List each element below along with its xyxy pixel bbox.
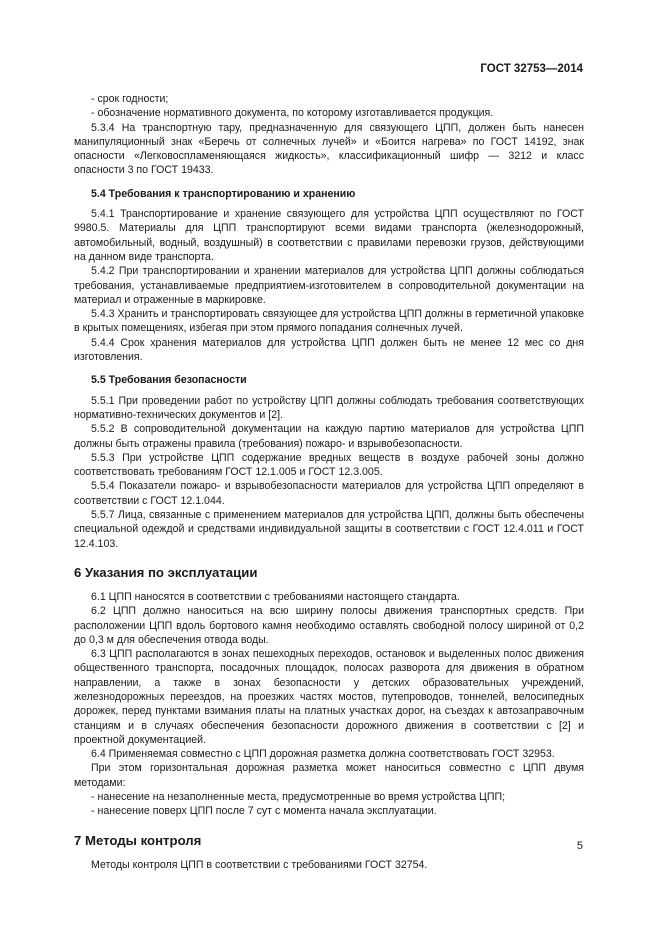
section-heading-7: 7 Методы контроля — [74, 832, 202, 848]
paragraph: 6.4 Применяемая совместно с ЦПП дорожная разметка должна соответствовать ГОСТ 32953. — [91, 748, 555, 761]
section-heading-5-5: 5.5 Требования безопасности — [91, 374, 247, 387]
paragraph: 6.3 ЦПП располагаются в зонах пешеходных переходов, остановок и выделенных полос движения общественного транспорта, посадочных площадок, полосах разворота для движения в обратном направлении, а также в зонах безопасности у детских образовательных учреждений, железнодорожных переездов, на проезжих частях мостов, путепроводов, тоннелей, велосипедных дорожек, перед пунктами взимания платы на платных участках дорог, на съездах к автозаправочным станциям и в случаях обеспечения безопасности дорожного движения в соответствии с [2] и проектной документацией. — [74, 648, 584, 746]
paragraph: 5.5.4 Показатели пожаро- и взрывобезопасности материалов для устройства ЦПП определяют в соответствии с ГОСТ 12.1.044. — [74, 480, 584, 507]
paragraph: 5.4.3 Хранить и транспортировать связующее для устройства ЦПП должны в герметичной упаковке в крытых помещениях, избегая при этом прямого попадания солнечных лучей. — [74, 308, 584, 335]
paragraph: При этом горизонтальная дорожная разметка может наноситься совместно с ЦПП двумя методами: — [74, 762, 584, 789]
paragraph: 5.5.2 В сопроводительной документации на каждую партию материалов для устройства ЦПП должны быть отражены правила (требования) пожаро- и взрывобезопасности. — [74, 423, 584, 450]
paragraph: 5.4.1 Транспортирование и хранение связующего для устройства ЦПП осуществляют по ГОСТ 9980.5. Материалы для ЦПП транспортируют всеми видами транспорта (железнодорожный, автомобильный, водный, воздушный) в соответствии с правилами перевозки грузов, действующими на данном виде транспорта. — [74, 208, 584, 263]
paragraph: - нанесение на незаполненные места, предусмотренные во время устройства ЦПП; — [91, 791, 506, 804]
paragraph: - нанесение поверх ЦПП после 7 сут с момента начала эксплуатации. — [91, 805, 437, 818]
section-heading-5-4: 5.4 Требования к транспортированию и хранению — [91, 187, 356, 200]
document-code-header: ГОСТ 32753—2014 — [480, 63, 583, 75]
paragraph: 5.5.1 При проведении работ по устройству ЦПП должны соблюдать требования соответствующих нормативно-технических документов и [2]. — [74, 394, 584, 421]
paragraph: 6.2 ЦПП должно наноситься на всю ширину полосы движения транспортных средств. При расположении ЦПП вдоль бортового камня необходимо оставлять свободной полосу шириной от 0,2 до 0,3 м для обеспечения отвода воды. — [74, 605, 584, 646]
section-heading-6: 6 Указания по эксплуатации — [74, 564, 258, 580]
page-number: 5 — [576, 840, 583, 852]
paragraph: 6.1 ЦПП наносятся в соответствии с требованиями настоящего стандарта. — [91, 590, 460, 603]
paragraph: 5.4.4 Срок хранения материалов для устройства ЦПП должен быть не менее 12 мес со дня изготовления. — [74, 336, 584, 364]
paragraph: 5.4.2 При транспортировании и хранении материалов для устройства ЦПП должны соблюдаться требования, устанавливаемые предприятием-изготовителем в сопроводительной документации на материал и отраженные в маркировке. — [74, 265, 584, 306]
paragraph: 5.3.4 На транспортную тару, предназначенную для связующего ЦПП, должен быть нанесен манипуляционный знак «Беречь от солнечных лучей» и «Боится нагрева» по ГОСТ 14192, знак опасности «Легковоспламеняющаяся жидкость», классификационный шифр — 3212 и класс опасности 3 по ГОСТ 19433. — [74, 121, 584, 177]
paragraph: Методы контроля ЦПП в соответствии с требованиями ГОСТ 32754. — [91, 858, 428, 871]
paragraph: - срок годности; — [91, 93, 169, 105]
page-content — [74, 92, 584, 872]
paragraph: - обозначение нормативного документа, по которому изготавливается продукция. — [91, 107, 494, 120]
paragraph: 5.5.3 При устройстве ЦПП содержание вредных веществ в воздухе рабочей зоны должно соответствовать требованиям ГОСТ 12.1.005 и ГОСТ 12.3.005. — [74, 451, 584, 479]
paragraph: 5.5.7 Лица, связанные с применением материалов для устройства ЦПП, должны быть обеспечены специальной одеждой и средствами индивидуальной защиты в соответствии с ГОСТ 12.4.011 и ГОСТ 12.4.103. — [74, 509, 584, 550]
